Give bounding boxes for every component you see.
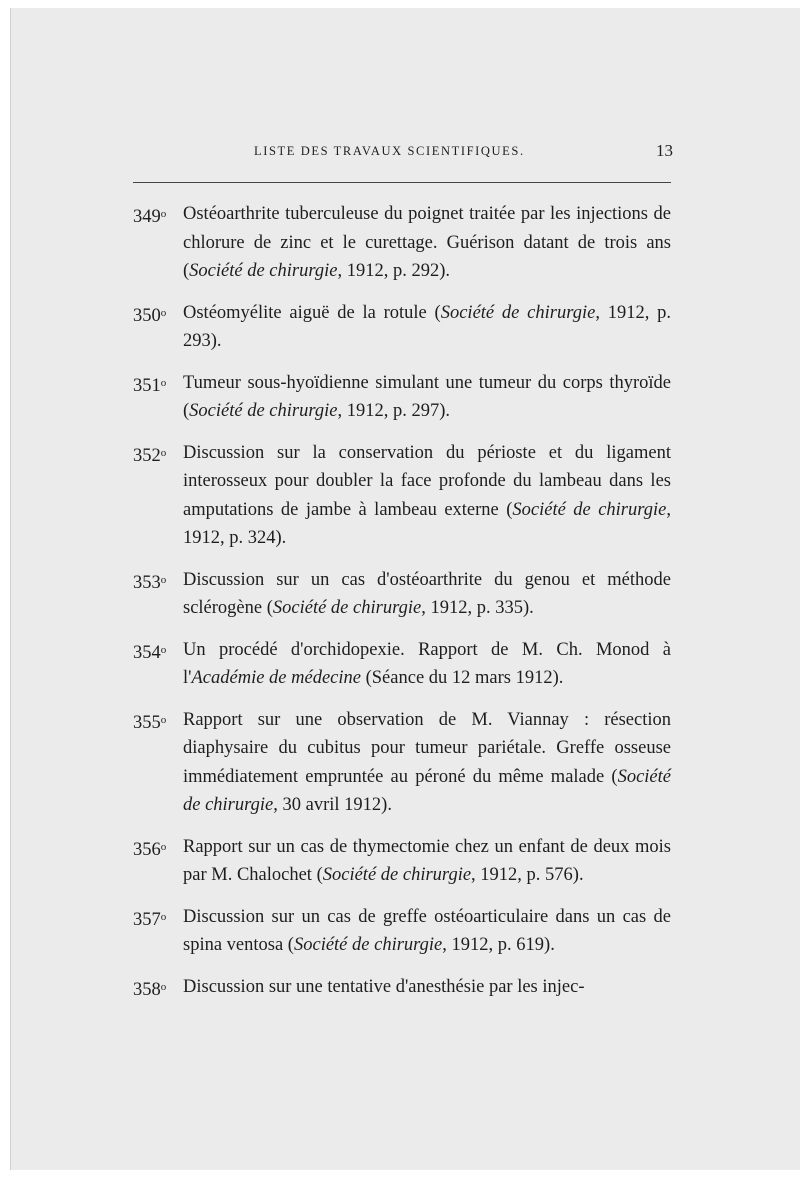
entry-text: Ostéoarthrite tuberculeuse du poignet traitée par les injections de chlorure de zinc et le curettage. Guérison datant de trois ans (Société de chirurgie, 1912, p. 292). xyxy=(183,204,671,281)
header-rule xyxy=(133,182,671,183)
list-item xyxy=(133,566,671,623)
entry-text: Ostéomyélite aiguë de la rotule (Société de chirurgie, 1912, p. 293). xyxy=(183,302,671,351)
entry-text: Rapport sur une observation de M. Viannay : résection diaphysaire du cubitus pour tumeur pariétale. Greffe osseuse immédiatement empruntée au péroné du même malade (Société de chirurgie, 30 avril 1912). xyxy=(183,709,671,815)
entry-number: 349$^o$ xyxy=(133,207,167,227)
entry-text: Tumeur sous-hyoïdienne simulant une tumeur du corps thyroïde (Société de chirurgie, 1912, p. 297). xyxy=(183,372,671,421)
entry-number: 354$^o$ xyxy=(133,642,167,663)
list-item xyxy=(133,636,671,693)
list-item xyxy=(133,439,671,553)
list-item xyxy=(133,833,671,890)
entry-number: 353$^o$ xyxy=(133,572,167,593)
list-item xyxy=(133,973,671,1002)
entry-text: Discussion sur un cas de greffe ostéoarticulaire dans un cas de spina ventosa (Société de chirurgie, 1912, p. 619). xyxy=(183,906,671,955)
running-title: LISTE DES TRAVAUX SCIENTIFIQUES. xyxy=(254,144,525,158)
entry-list xyxy=(133,200,671,1014)
entry-number: 352$^o$ xyxy=(133,445,167,466)
entry-text: Discussion sur une tentative d'anesthésie par les injec- xyxy=(183,976,585,997)
entry-text: Un procédé d'orchidopexie. Rapport de M. Ch. Monod à l'Académie de médecine (Séance du 12 mars 1912). xyxy=(183,639,671,688)
entry-number: 355$^o$ xyxy=(133,712,167,733)
page-number: 13 xyxy=(656,141,673,160)
running-head xyxy=(129,141,673,163)
list-item xyxy=(133,200,671,286)
list-item xyxy=(133,369,671,426)
entry-text: Rapport sur un cas de thymectomie chez un enfant de deux mois par M. Chalochet (Société de chirurgie, 1912, p. 576). xyxy=(183,836,671,885)
entry-text: Discussion sur un cas d'ostéoarthrite du genou et méthode sclérogène (Société de chirurgie, 1912, p. 335). xyxy=(183,569,671,618)
entry-number: 356$^o$ xyxy=(133,839,167,860)
entry-text: Discussion sur la conservation du périoste et du ligament interosseux pour doubler la face profonde du lambeau dans les amputations de jambe à lambeau externe (Société de chirurgie, 1912, p. 324). xyxy=(183,442,671,548)
list-item xyxy=(133,706,671,820)
entry-number: 358$^o$ xyxy=(133,979,167,1000)
entry-number: 350$^o$ xyxy=(133,305,167,326)
list-item xyxy=(133,903,671,960)
entry-number: 357$^o$ xyxy=(133,909,167,930)
entry-number: 351$^o$ xyxy=(133,375,167,396)
list-item xyxy=(133,299,671,356)
book-page xyxy=(10,8,800,1170)
